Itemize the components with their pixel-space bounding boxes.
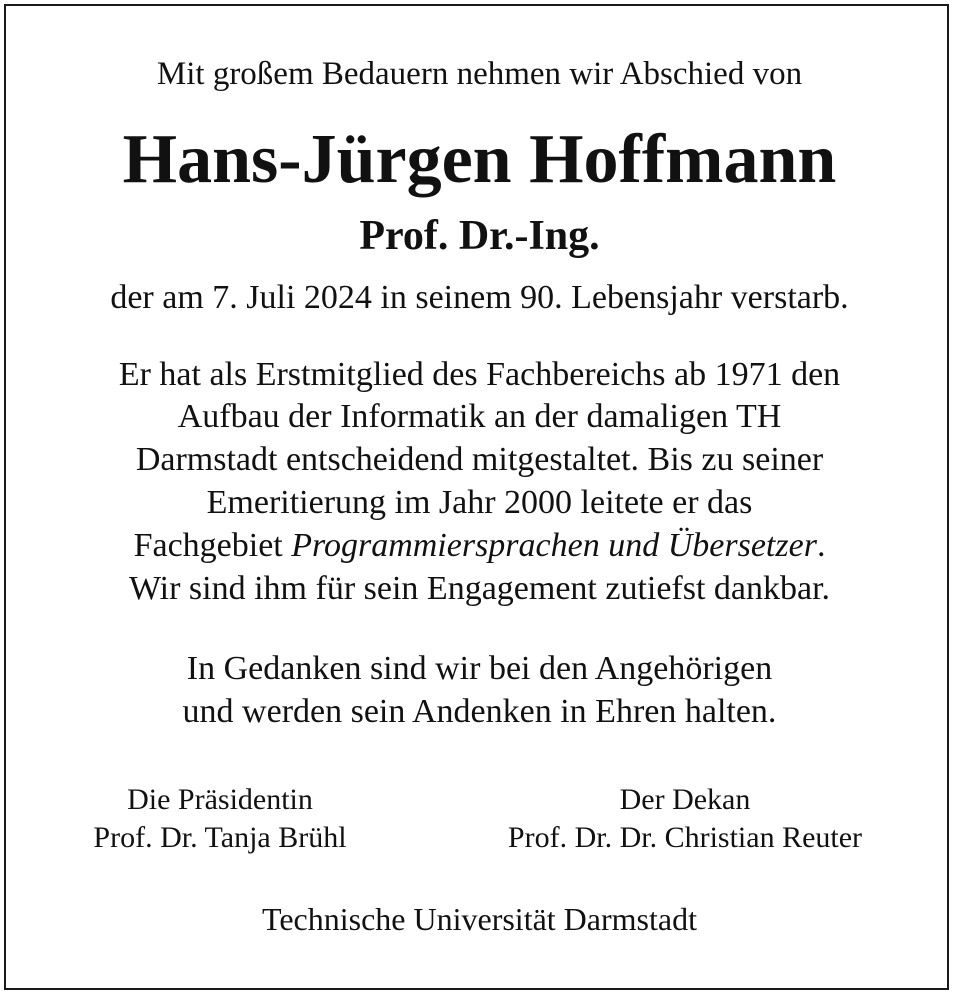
intro-text: Mit großem Bedauern nehmen wir Abschied von	[156, 56, 803, 92]
institution-name: Technische Universität Darmstadt	[262, 901, 697, 937]
death-date-line: der am 7. Juli 2024 in seinem 90. Lebensjahr verstarb.	[110, 279, 849, 316]
tribute-line-5	[0, 527, 959, 565]
president-name: Prof. Dr. Tanja Brühl	[93, 821, 347, 854]
tribute-line-5-prefix: Fachgebiet	[133, 527, 292, 564]
department-name: Programmiersprachen und Übersetzer	[291, 527, 817, 564]
tribute-line-1: Er hat als Erstmitglied des Fachbereichs ab 1971 den	[118, 356, 841, 393]
tribute-line-5-suffix: .	[816, 527, 826, 564]
dean-name: Prof. Dr. Dr. Christian Reuter	[507, 821, 863, 854]
dean-role: Der Dekan	[619, 783, 751, 816]
deceased-name: Hans-Jürgen Hoffmann	[122, 121, 837, 198]
tribute-line-2: Aufbau der Informatik an der damaligen TH	[177, 398, 782, 435]
academic-title: Prof. Dr.-Ing.	[359, 213, 600, 259]
tribute-line-6: Wir sind ihm für sein Engagement zutiefst dankbar.	[128, 570, 831, 607]
condolence-line-2: und werden sein Andenken in Ehren halten.	[182, 693, 777, 730]
condolence-line-1: In Gedanken sind wir bei den Angehörigen	[186, 650, 773, 687]
tribute-line-3: Darmstadt entscheidend mitgestaltet. Bis zu seiner	[135, 441, 824, 478]
tribute-line-4: Emeritierung im Jahr 2000 leitete er das	[206, 484, 753, 521]
president-role: Die Präsidentin	[127, 783, 313, 816]
